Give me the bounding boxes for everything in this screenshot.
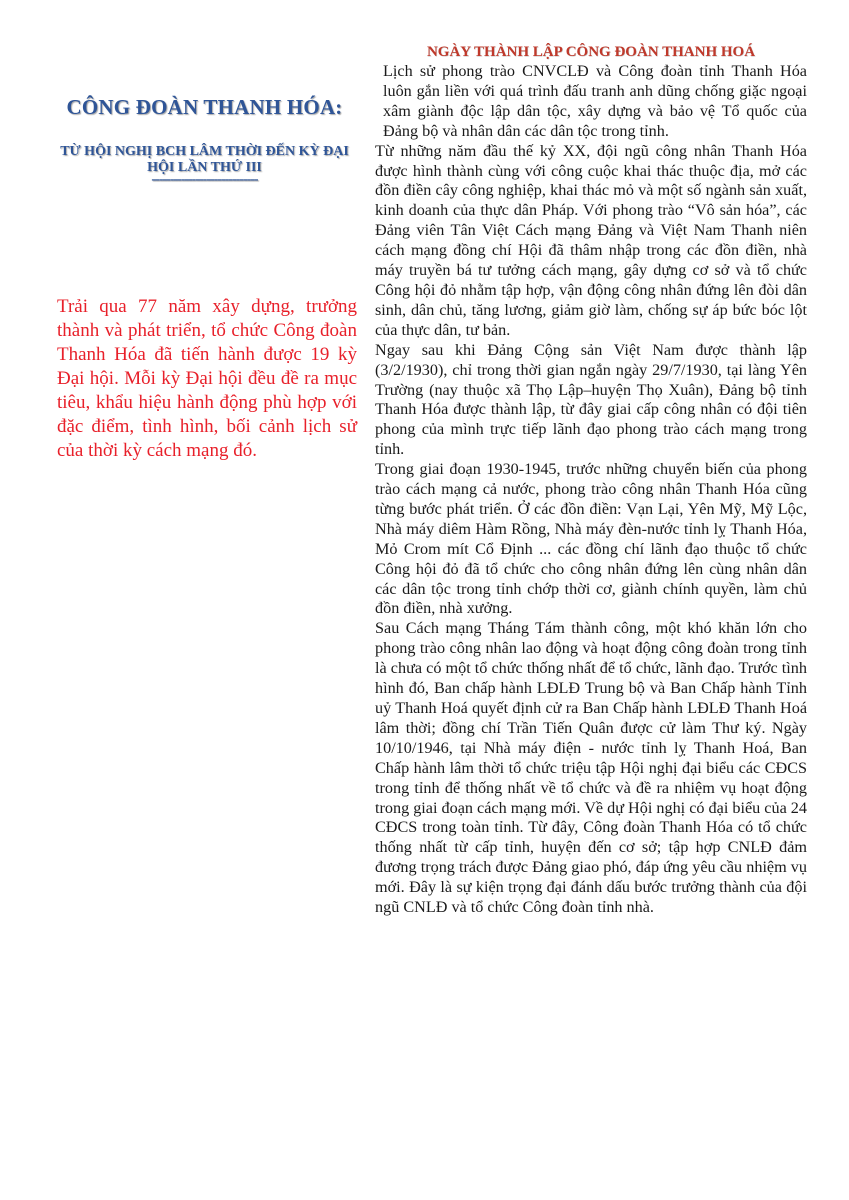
main-title: CÔNG ĐOÀN THANH HÓA: (66, 95, 343, 119)
paragraph-4: Trong giai đoạn 1930-1945, trước những chuyển biến của phong trào cách mạng cả nước, phong trào công nhân Thanh Hóa cũng từng bước phát triển. Ở các đồn điền: Vạn Lại, Yên Mỹ, Mỹ Lộc, Nhà máy diêm Hàm Rồng, Nhà máy đèn-nước tỉnh lỵ Thanh Hóa, Mỏ Crom mít Cổ Định ... các đồng chí lãnh đạo thuộc tổ chức Công hội đỏ đã tổ chức cho công nhân đứng lên cùng nhân dân các dân tộc trong tỉnh chớp thời cơ, giành chính quyền, làm chủ đồn điền, nhà xưởng. (375, 460, 807, 618)
intro-paragraph: Trải qua 77 năm xây dựng, trưởng thành và phát triển, tổ chức Công đoàn Thanh Hóa đã tiến hành được 19 kỳ Đại hội. Mỗi kỳ Đại hội đều đề ra mục tiêu, khẩu hiệu hành động phù hợp với đặc điểm, tình hình, bối cảnh lịch sử của thời kỳ cách mạng đó. (57, 296, 357, 461)
right-column (375, 44, 807, 918)
paragraph-5: Sau Cách mạng Tháng Tám thành công, một khó khăn lớn cho phong trào công nhân lao động và hoạt động công đoàn trong tỉnh là chưa có một tổ chức thống nhất để tổ chức, lãnh đạo. Trước tình hình đó, Ban chấp hành LĐLĐ Trung bộ và Ban Chấp hành Tỉnh uỷ Thanh Hoá quyết định cử ra Ban Chấp hành LĐLĐ Thanh Hoá lâm thời; đồng chí Trần Tiến Quân được cử làm Thư ký. Ngày 10/10/1946, tại Nhà máy điện - nước tỉnh lỵ Thanh Hoá, Ban Chấp hành lâm thời tổ chức triệu tập Hội nghị đại biểu các CĐCS trong tỉnh để thống nhất về tổ chức và đề ra nhiệm vụ hoạt động trong giai đoạn cách mạng mới. Về dự Hội nghị có đại biểu của 24 CĐCS trong toàn tỉnh. Từ đây, Công đoàn Thanh Hóa có tổ chức thống nhất từ cấp tỉnh, huyện đến cơ sở; tập hợp CNLĐ đảm đương trọng trách được Đảng giao phó, đáp ứng yêu cầu nhiệm vụ mới. Đây là sự kiện trọng đại đánh dấu bước trưởng thành của đội ngũ CNLĐ và tổ chức Công đoàn tỉnh nhà. (375, 619, 807, 917)
paragraph-1: Lịch sử phong trào CNVCLĐ và Công đoàn tỉnh Thanh Hóa luôn gắn liền với quá trình đấu tranh anh dũng chống giặc ngoại xâm giành độc lập dân tộc, xây dựng và bảo vệ Tổ quốc của Đảng bộ và nhân dân các dân tộc trong tỉnh. (383, 62, 807, 140)
sub-title: TỪ HỘI NGHỊ BCH LÂM THỜI ĐẾN KỲ ĐẠI HỘI LẦN THỨ III (60, 144, 349, 175)
paragraph-2: Từ những năm đầu thế kỷ XX, đội ngũ công nhân Thanh Hóa được hình thành cùng với công cuộc khai thác thuộc địa, mở các đồn điền cây công nghiệp, khai thác mỏ và một số ngành sản xuất, kinh doanh của thực dân Pháp. Với phong trào “Vô sản hóa”, các Đảng viên Tân Việt Cách mạng Đảng và Việt Nam Thanh niên cách mạng đồng chí Hội đã thâm nhập trong các đồn điền, nhà máy truyền bá tư tưởng cách mạng, gây dựng cơ sở và tổ chức Công hội đỏ nhằm tập hợp, vận động công nhân đứng lên đòi dân sinh, dân chủ, tăng lương, giảm giờ làm, chống sự áp bức bóc lột của thực dân, tư bản. (375, 141, 807, 339)
paragraph-3: Ngay sau khi Đảng Cộng sản Việt Nam được thành lập (3/2/1930), chỉ trong thời gian ngắn ngày 29/7/1930, tại làng Yên Trường (nay thuộc xã Thọ Lập–huyện Thọ Xuân), Đảng bộ tỉnh Thanh Hóa được thành lập, từ đây giai cấp công nhân có đội tiên phong của mình trực tiếp lãnh đạo phong trào cách mạng trong tỉnh. (375, 340, 807, 459)
title-divider: ----------------------------- (151, 172, 258, 187)
section-heading: NGÀY THÀNH LẬP CÔNG ĐOÀN THANH HOÁ (426, 44, 756, 60)
